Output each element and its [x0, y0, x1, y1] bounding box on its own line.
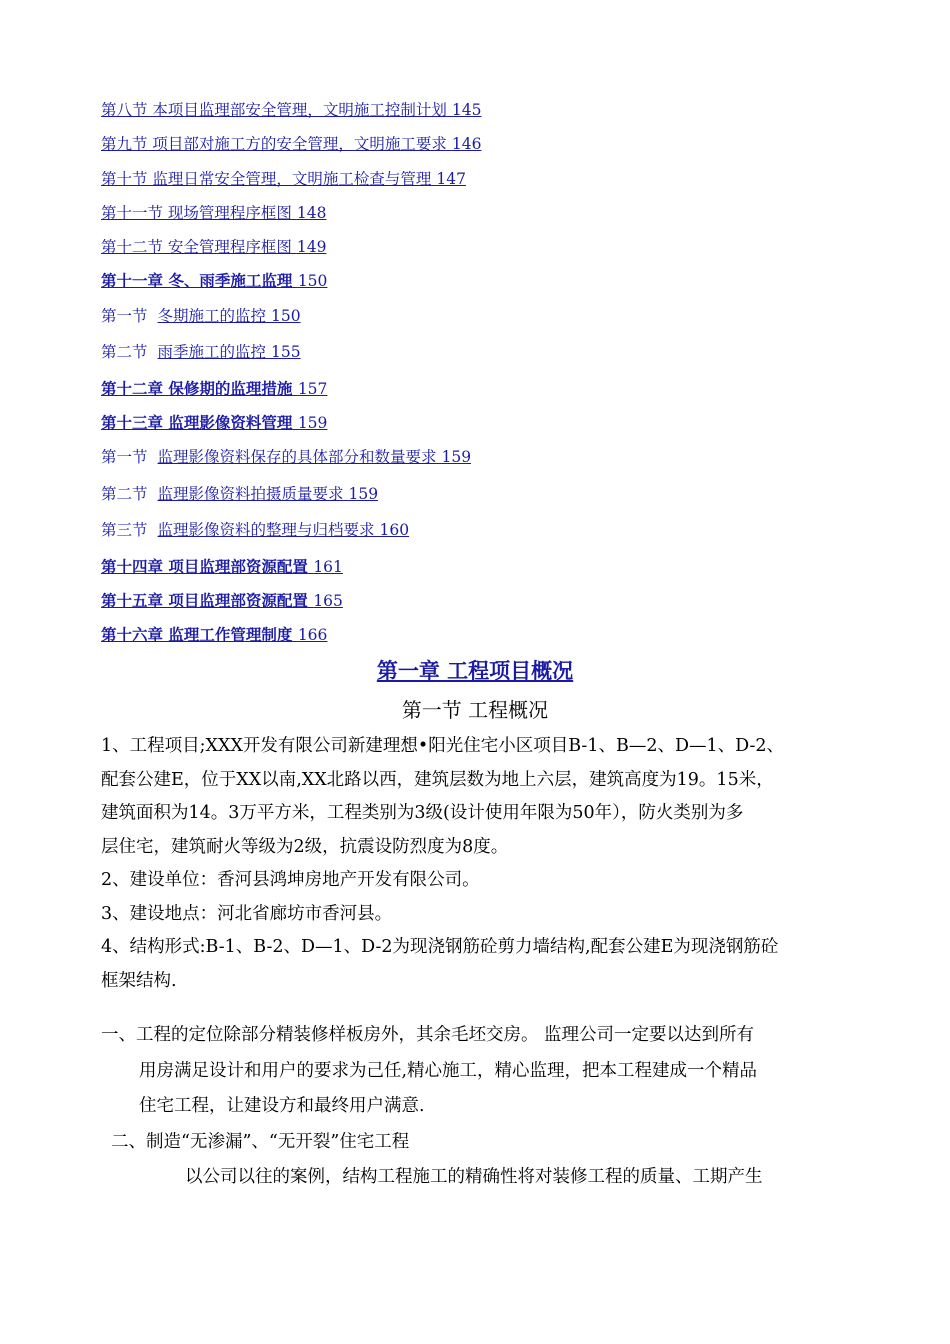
- toc-entry-title: 监理影像资料拍摄质量要求: [157, 484, 344, 503]
- toc-link[interactable]: [101, 238, 326, 256]
- paragraph-positioning: [101, 1018, 836, 1125]
- toc-page-number: 150: [297, 272, 328, 291]
- toc-link[interactable]: [101, 135, 481, 153]
- toc-page-number: 146: [451, 135, 482, 154]
- toc-entry: [101, 201, 861, 235]
- toc-page-number: 161: [313, 557, 343, 576]
- toc-page-number: 148: [296, 203, 327, 222]
- toc-link[interactable]: [101, 379, 327, 398]
- text-line: 框架结构.: [101, 970, 177, 991]
- toc-page-number: 159: [348, 484, 379, 503]
- toc-link[interactable]: [101, 413, 327, 432]
- toc-entry-title: 第九节 项目部对施工方的安全管理，文明施工要求: [101, 135, 447, 154]
- toc-entry: [101, 623, 861, 657]
- toc-link[interactable]: [101, 271, 327, 290]
- toc-entry: [101, 482, 861, 519]
- toc-entry-title: 第十一节 现场管理程序框图: [101, 203, 292, 222]
- toc-entry: [101, 445, 861, 482]
- toc-page-number: 157: [297, 379, 328, 398]
- toc-link[interactable]: [158, 448, 472, 466]
- toc-entry-title: 第十五章 项目监理部资源配置: [101, 591, 308, 611]
- paragraph-no-leak: [111, 1126, 846, 1160]
- toc-page-number: 149: [296, 238, 327, 257]
- toc-entry-title: 冬期施工的监控: [157, 306, 267, 325]
- toc-entry-title: 监理影像资料的整理与归档要求: [157, 521, 375, 540]
- text-line: 建筑面积为14。3万平方米，工程类别为3级(设计使用年限为50年），防火类别为多: [101, 803, 744, 823]
- toc-page-number: 160: [379, 521, 410, 540]
- toc-entry-title: 第十二章 保修期的监理措施: [101, 378, 293, 398]
- toc-page-number: 155: [270, 343, 301, 362]
- toc-page-number: 145: [451, 101, 482, 119]
- toc-link[interactable]: [158, 307, 301, 325]
- text-line: 二、制造“无渗漏”、“无开裂”住宅工程: [111, 1132, 410, 1152]
- toc-link[interactable]: [101, 591, 343, 610]
- table-of-contents: [101, 98, 861, 658]
- paragraph-cases: [185, 1161, 845, 1195]
- toc-entry: [101, 304, 861, 341]
- toc-entry-prefix: 第二节: [101, 343, 148, 362]
- text-line: 配套公建E，位于XX以南,XX北路以西，建筑层数为地上六层，建筑高度为19。15米，: [101, 769, 774, 790]
- text-line: 住宅工程，让建设方和最终用户满意.: [139, 1096, 425, 1116]
- text-line: 4、结构形式:B-1、B-2、D—1、D-2为现浇钢筋砼剪力墙结构,配套公建E为现浇钢筋砼: [101, 937, 779, 957]
- text-line: 2、建设单位：香河县鸿坤房地产开发有限公司。: [101, 870, 480, 890]
- toc-page-number: 165: [313, 592, 343, 611]
- toc-entry-prefix: 第二节: [101, 484, 148, 503]
- text-line: 一、工程的定位除部分精装修样板房外，其余毛坯交房。 监理公司一定要以达到所有: [101, 1025, 755, 1045]
- toc-entry-title: 第十三章 监理影像资料管理: [101, 413, 293, 433]
- toc-entry: [101, 167, 861, 201]
- toc-entry: [101, 98, 861, 132]
- toc-link[interactable]: [101, 204, 326, 222]
- toc-entry-title: 第十四章 项目监理部资源配置: [101, 556, 308, 576]
- toc-link[interactable]: [101, 170, 466, 188]
- text-line: 用房满足设计和用户的要求为己任,精心施工，精心监理，把本工程建成一个精品: [139, 1060, 758, 1081]
- toc-link[interactable]: [101, 101, 481, 119]
- toc-page-number: 147: [436, 169, 466, 188]
- toc-link[interactable]: [101, 557, 343, 576]
- section-heading: 第一节 工程概况: [401, 698, 549, 722]
- toc-page-number: 159: [297, 414, 328, 433]
- toc-entry: [101, 340, 861, 377]
- toc-link[interactable]: [158, 343, 301, 361]
- toc-entry-prefix: 第一节: [101, 306, 148, 325]
- toc-link[interactable]: [158, 521, 410, 539]
- toc-page-number: 159: [441, 448, 472, 467]
- paragraph-project: [101, 730, 836, 998]
- toc-page-number: 166: [297, 626, 328, 645]
- toc-entry-title: 第十节 监理日常安全管理，文明施工检查与管理: [101, 169, 432, 188]
- toc-entry: [101, 235, 861, 269]
- text-line: 3、建设地点：河北省廊坊市香河县。: [101, 903, 393, 924]
- toc-entry-title: 第八节 本项目监理部安全管理，文明施工控制计划: [101, 101, 447, 119]
- text-line: 1、工程项目;XXX开发有限公司新建理想•阳光住宅小区项目B-1、B—2、D—1、D-2、: [101, 736, 785, 756]
- toc-page-number: 150: [270, 306, 301, 325]
- toc-entry: [101, 589, 861, 623]
- toc-entry: [101, 411, 861, 445]
- toc-link[interactable]: [158, 485, 379, 503]
- toc-entry: [101, 518, 861, 555]
- toc-link[interactable]: [101, 625, 327, 644]
- toc-entry: [101, 555, 861, 589]
- toc-entry-title: 雨季施工的监控: [157, 343, 267, 362]
- toc-entry: [101, 132, 861, 166]
- toc-entry-prefix: 第三节: [101, 521, 148, 540]
- toc-entry-title: 第十一章 冬、雨季施工监理: [101, 271, 293, 291]
- toc-entry: [101, 269, 861, 303]
- toc-entry-prefix: 第一节: [101, 448, 148, 467]
- toc-entry-title: 第十二节 安全管理程序框图: [101, 238, 292, 257]
- text-line: 层住宅，建筑耐火等级为2级，抗震设防烈度为8度。: [101, 836, 509, 857]
- chapter-heading: 第一章 工程项目概况: [376, 658, 574, 683]
- toc-entry-title: 第十六章 监理工作管理制度: [101, 625, 293, 645]
- toc-entry-title: 监理影像资料保存的具体部分和数量要求: [157, 448, 437, 467]
- toc-entry: [101, 377, 861, 411]
- text-line: 以公司以往的案例，结构工程施工的精确性将对装修工程的质量、工期产生: [185, 1167, 763, 1187]
